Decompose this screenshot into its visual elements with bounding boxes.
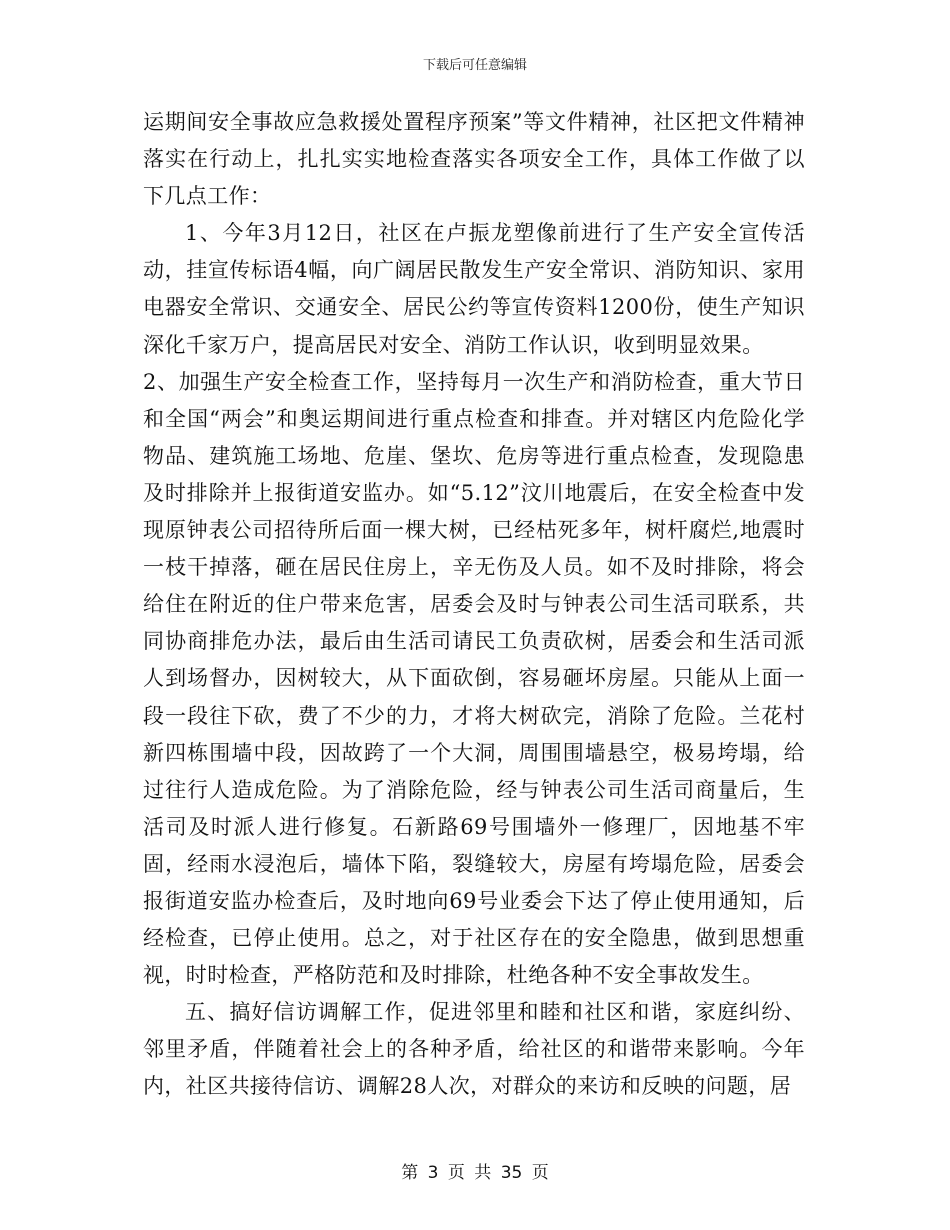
paragraph-continued: 运期间安全事故应急救援处置程序预案”等文件精神，社区把文件精神落实在行动上，扎扎实实地检查落实各项安全工作，具体工作做了以下几点工作： (143, 110, 805, 209)
paragraph-section-5: 五、搞好信访调解工作，促进邻里和睦和社区和谐，家庭纠纷、邻里矛盾，伴随着社会上的各种矛盾，给社区的和谐带来影响。今年内，社区共接待信访、调解28人次，对群众的来访和反映的问题，居 (143, 1000, 805, 1099)
document-body (143, 104, 805, 1106)
paragraph-item-1: 1、今年3月12日，社区在卢振龙塑像前进行了生产安全宣传活动，挂宣传标语4幅，向广阔居民散发生产安全常识、消防知识、家用电器安全常识、交通安全、居民公约等宣传资料1200份，使生产知识深化千家万户，提高居民对安全、消防工作认识，收到明显效果。 (143, 221, 805, 357)
page-number: 第 3 页 共 35 页 (401, 1163, 549, 1183)
paragraph-item-2: 2、加强生产安全检查工作，坚持每月一次生产和消防检查，重大节日和全国“两会”和奥运期间进行重点检查和排查。并对辖区内危险化学物品、建筑施工场地、危崖、堡坎、危房等进行重点检查，发现隐患及时排除并上报街道安监办。如“5.12”汶川地震后，在安全检查中发现原钟表公司招待所后面一棵大树，已经枯死多年，树杆腐烂,地震时一枝干掉落，砸在居民住房上，辛无伤及人员。如不及时排除，将会给住在附近的住户带来危害，居委会及时与钟表公司生活司联系，共同协商排危办法，最后由生活司请民工负责砍树，居委会和生活司派人到场督办，因树较大，从下面砍倒，容易砸坏房屋。只能从上面一段一段往下砍，费了不少的力，才将大树砍完，消除了危险。兰花村新四栋围墙中段，因故跨了一个大洞，周围围墙悬空，极易垮塌，给过往行人造成危险。为了消除危险，经与钟表公司生活司商量后，生活司及时派人进行修复。石新路69号围墙外一修理厂，因地基不牢固，经雨水浸泡后，墙体下陷，裂缝较大，房屋有垮塌危险，居委会报街道安监办检查后，及时地向69号业委会下达了停止使用通知，后经检查，已停止使用。总之，对于社区存在的安全隐患，做到思想重视，时时检查，严格防范和及时排除，杜绝各种不安全事故发生。 (143, 369, 805, 988)
header-note: 下载后可任意编辑 (422, 58, 527, 73)
